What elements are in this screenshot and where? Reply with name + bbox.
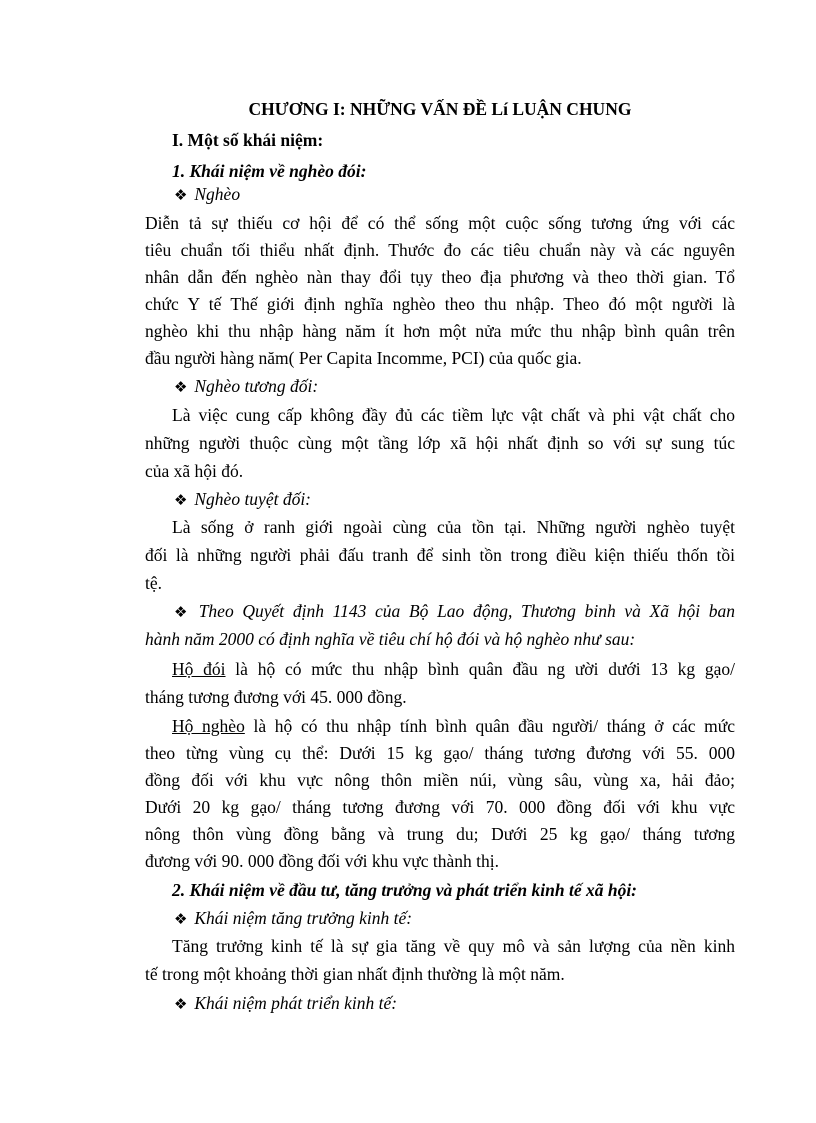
bullet-label: Nghèo xyxy=(194,184,241,204)
paragraph-line: Diễn tả sự thiếu cơ hội để có thể sống một cuộc sống tương ứng với các xyxy=(145,213,735,233)
bullet-item-decision xyxy=(174,599,735,624)
subsection-1-heading: 1. Khái niệm về nghèo đói: xyxy=(172,161,367,181)
bullet-label: Nghèo tuyệt đối: xyxy=(194,489,312,509)
bullet-label: Nghèo tương đối: xyxy=(194,376,319,396)
paragraph-line: tiêu chuẩn tối thiểu nhất định. Thước đo các tiêu chuẩn này và các nguyên xyxy=(145,240,735,260)
paragraph-line: nhân dẫn đến nghèo nàn thay đổi tụy theo địa phương và theo thời gian. Tổ xyxy=(145,267,735,287)
bullet-item-economic-growth xyxy=(174,906,412,931)
paragraph-line: theo từng vùng cụ thể: Dưới 15 kg gạo/ tháng tương đương với 55. 000 xyxy=(145,743,735,763)
paragraph-line: nông thôn vùng đồng bằng và trung du; Dưới 25 kg gạo/ tháng tương xyxy=(145,824,735,844)
bullet-item-relative-poverty xyxy=(174,374,318,399)
paragraph-line: của xã hội đó. xyxy=(145,461,244,481)
poor-household-line xyxy=(172,714,735,738)
paragraph-line: những người thuộc cùng một tầng lớp xã hội nhất định so với sự sung túc xyxy=(145,433,735,453)
paragraph-line: hành năm 2000 có định nghĩa về tiêu chí hộ đói và hộ nghèo như sau: xyxy=(145,629,636,649)
bullet-label: Khái niệm tăng trưởng kinh tế: xyxy=(194,908,413,928)
bullet-label: Theo Quyết định 1143 của Bộ Lao động, Thương binh và Xã hội ban xyxy=(198,601,735,621)
paragraph-line: đồng đối với khu vực nông thôn miền núi, vùng sâu, vùng xa, hải đảo; xyxy=(145,770,735,790)
paragraph-line: Là việc cung cấp không đầy đủ các tiềm lực vật chất và phi vật chất cho xyxy=(172,405,735,425)
section-heading: I. Một số khái niệm: xyxy=(172,130,324,150)
bullet-item-economic-development xyxy=(174,991,397,1016)
term-hungry-household: Hộ đói xyxy=(172,659,226,679)
diamond-bullet-icon: ❖ xyxy=(174,186,188,204)
diamond-bullet-icon: ❖ xyxy=(174,378,188,396)
diamond-bullet-icon: ❖ xyxy=(174,995,188,1013)
paragraph-line: tế trong một khoảng thời gian nhất định thường là một năm. xyxy=(145,964,565,984)
paragraph-line: đầu người hàng năm( Per Capita Incomme, PCI) của quốc gia. xyxy=(145,348,582,368)
term-poor-household: Hộ nghèo xyxy=(172,716,245,736)
diamond-bullet-icon: ❖ xyxy=(174,910,188,928)
paragraph-line: Là sống ở ranh giới ngoài cùng của tồn tại. Những người nghèo tuyệt xyxy=(172,517,735,537)
diamond-bullet-icon: ❖ xyxy=(174,491,188,509)
hungry-household-line xyxy=(172,657,735,681)
chapter-title: CHƯƠNG I: NHỮNG VẤN ĐỀ Lí LUẬN CHUNG xyxy=(248,99,632,119)
paragraph-line: tháng tương đương với 45. 000 đồng. xyxy=(145,687,407,707)
bullet-item-absolute-poverty xyxy=(174,487,311,512)
subsection-2-heading: 2. Khái niệm về đầu tư, tăng trưởng và phát triển kinh tế xã hội: xyxy=(172,880,638,900)
paragraph-line: đương với 90. 000 đồng đối với khu vực thành thị. xyxy=(145,851,499,871)
paragraph-line: chức Y tế Thế giới định nghĩa nghèo theo thu nhập. Theo đó một người là xyxy=(145,294,735,314)
bullet-item-poverty xyxy=(174,182,240,207)
bullet-label: Khái niệm phát triển kinh tế: xyxy=(194,993,398,1013)
paragraph-line: nghèo khi thu nhập hàng năm ít hơn một nửa mức thu nhập bình quân trên xyxy=(145,321,735,341)
diamond-bullet-icon: ❖ xyxy=(174,603,188,621)
paragraph-line: đối là những người phải đấu tranh để sinh tồn trong điều kiện thiếu thốn tồi xyxy=(145,545,735,565)
paragraph-line: Tăng trưởng kinh tế là sự gia tăng về quy mô và sản lượng của nền kinh xyxy=(172,936,735,956)
paragraph-line: tệ. xyxy=(145,573,163,593)
definition-text: là hộ có mức thu nhập bình quân đầu ng ười dưới 13 kg gạo/ xyxy=(225,659,736,679)
paragraph-line: Dưới 20 kg gạo/ tháng tương đương với 70. 000 đồng đối với khu vực xyxy=(145,797,735,817)
definition-text: là hộ có thu nhập tính bình quân đầu người/ tháng ở các mức xyxy=(244,716,735,736)
